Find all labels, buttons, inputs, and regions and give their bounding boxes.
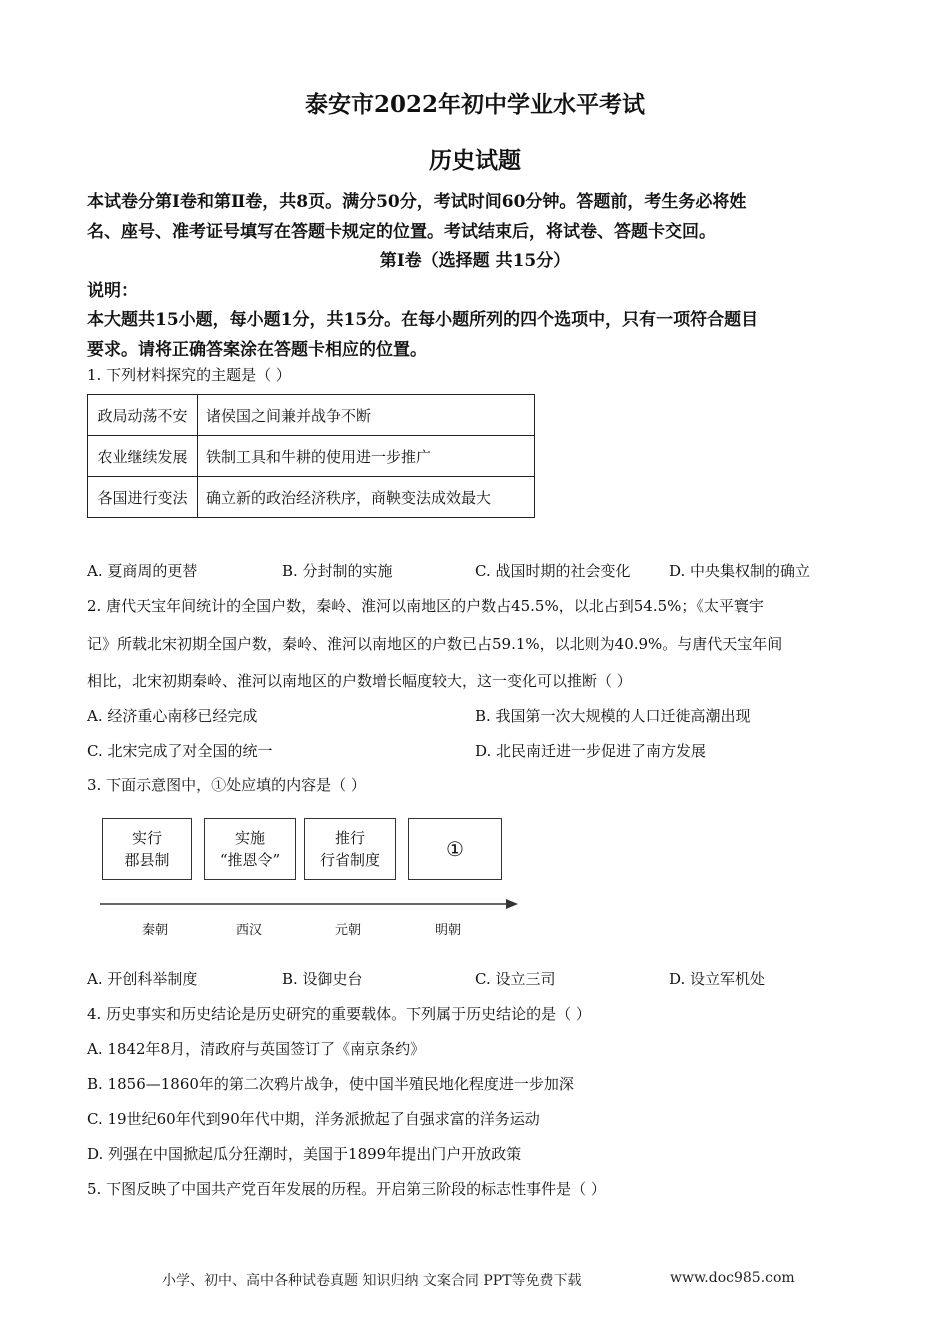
- footer-text: 小学、初中、高中各种试卷真题 知识归纳 文案合同 PPT等免费下载: [162, 1273, 582, 1289]
- era-label: 秦朝: [142, 923, 169, 938]
- box-text: “推恩令”: [219, 851, 281, 869]
- q1-material-table: [87, 394, 535, 518]
- q4-option-c[interactable]: C. 19世纪60年代到90年代中期，洋务派掀起了自强求富的洋务运动: [87, 1110, 540, 1128]
- q3-option-d[interactable]: D. 设立军机处: [669, 970, 766, 988]
- q1-option-d[interactable]: D. 中央集权制的确立: [669, 562, 811, 580]
- table-cell: 政局动荡不安: [88, 395, 198, 436]
- diagram-box-blank: [408, 818, 502, 880]
- box-text: 行省制度: [319, 851, 380, 869]
- q1-stem: 1. 下列材料探究的主题是（ ）: [87, 366, 291, 384]
- table-cell: 铁制工具和牛耕的使用进一步推广: [198, 436, 535, 477]
- q3-option-a[interactable]: A. 开创科举制度: [87, 970, 198, 988]
- era-label: 明朝: [435, 923, 462, 938]
- q1-option-a[interactable]: A. 夏商周的更替: [87, 562, 198, 580]
- q3-option-b[interactable]: B. 设御史台: [282, 970, 363, 988]
- footer-url[interactable]: www.doc985.com: [670, 1270, 795, 1286]
- box-text: 实行: [131, 829, 162, 847]
- timeline-arrow: [98, 896, 520, 912]
- era-label: 元朝: [335, 923, 362, 938]
- table-row: [88, 436, 535, 477]
- table-row: [88, 477, 535, 518]
- intro-line-1: 本试卷分第Ⅰ卷和第Ⅱ卷，共8页。满分50分，考试时间60分钟。答题前，考生务必将姓: [87, 192, 747, 212]
- q4-stem: 4. 历史事实和历史结论是历史研究的重要载体。下列属于历史结论的是（ ）: [87, 1005, 591, 1023]
- table-cell: 农业继续发展: [88, 436, 198, 477]
- box-text: 实施: [234, 829, 265, 847]
- box-text: ①: [446, 837, 464, 861]
- diagram-box-1: [102, 818, 192, 880]
- diagram-box-3: [304, 818, 396, 880]
- q2-option-c[interactable]: C. 北宋完成了对全国的统一: [87, 742, 273, 760]
- intro-line-2: 名、座号、准考证号填写在答题卡规定的位置。考试结束后，将试卷、答题卡交回。: [87, 222, 716, 242]
- q2-option-b[interactable]: B. 我国第一次大规模的人口迁徙高潮出现: [475, 707, 751, 725]
- q4-option-a[interactable]: A. 1842年8月，清政府与英国签订了《南京条约》: [87, 1040, 426, 1058]
- q3-option-c[interactable]: C. 设立三司: [475, 970, 556, 988]
- q5-stem: 5. 下图反映了中国共产党百年发展的历程。开启第三阶段的标志性事件是（ ）: [87, 1180, 606, 1198]
- box-text: 推行: [334, 829, 365, 847]
- q2-stem-line-2: 记》所载北宋初期全国户数，秦岭、淮河以南地区的户数已占59.1%，以北则为40.9%。与唐代天宝年间: [87, 635, 783, 653]
- note-label: 说明：: [87, 281, 138, 301]
- table-cell: 诸侯国之间兼并战争不断: [198, 395, 535, 436]
- exam-subtitle: 历史试题: [429, 147, 521, 174]
- table-row: [88, 395, 535, 436]
- table-cell: 各国进行变法: [88, 477, 198, 518]
- section-title: 第Ⅰ卷（选择题 共15分）: [379, 251, 571, 271]
- era-label: 西汉: [236, 923, 263, 938]
- q2-stem-line-3: 相比，北宋初期秦岭、淮河以南地区的户数增长幅度较大，这一变化可以推断（ ）: [87, 672, 632, 690]
- exam-title: 泰安市2022年初中学业水平考试: [304, 91, 645, 118]
- q2-option-d[interactable]: D. 北民南迁进一步促进了南方发展: [475, 742, 707, 760]
- table-cell: 确立新的政治经济秩序，商鞅变法成效最大: [198, 477, 535, 518]
- diagram-box-2: [204, 818, 296, 880]
- q2-stem-line-1: 2. 唐代天宝年间统计的全国户数，秦岭、淮河以南地区的户数占45.5%，以北占到54.5%；《太平寰宇: [87, 597, 764, 615]
- note-line-1: 本大题共15小题，每小题1分，共15分。在每小题所列的四个选项中，只有一项符合题目: [87, 310, 759, 330]
- q1-option-b[interactable]: B. 分封制的实施: [282, 562, 393, 580]
- q3-stem: 3. 下面示意图中，①处应填的内容是（ ）: [87, 776, 366, 794]
- note-line-2: 要求。请将正确答案涂在答题卡相应的位置。: [87, 340, 427, 360]
- q2-option-a[interactable]: A. 经济重心南移已经完成: [87, 707, 258, 725]
- q1-option-c[interactable]: C. 战国时期的社会变化: [475, 562, 631, 580]
- box-text: 郡县制: [124, 851, 170, 869]
- q4-option-d[interactable]: D. 列强在中国掀起瓜分狂潮时，美国于1899年提出门户开放政策: [87, 1145, 522, 1163]
- q4-option-b[interactable]: B. 1856—1860年的第二次鸦片战争，使中国半殖民地化程度进一步加深: [87, 1075, 574, 1093]
